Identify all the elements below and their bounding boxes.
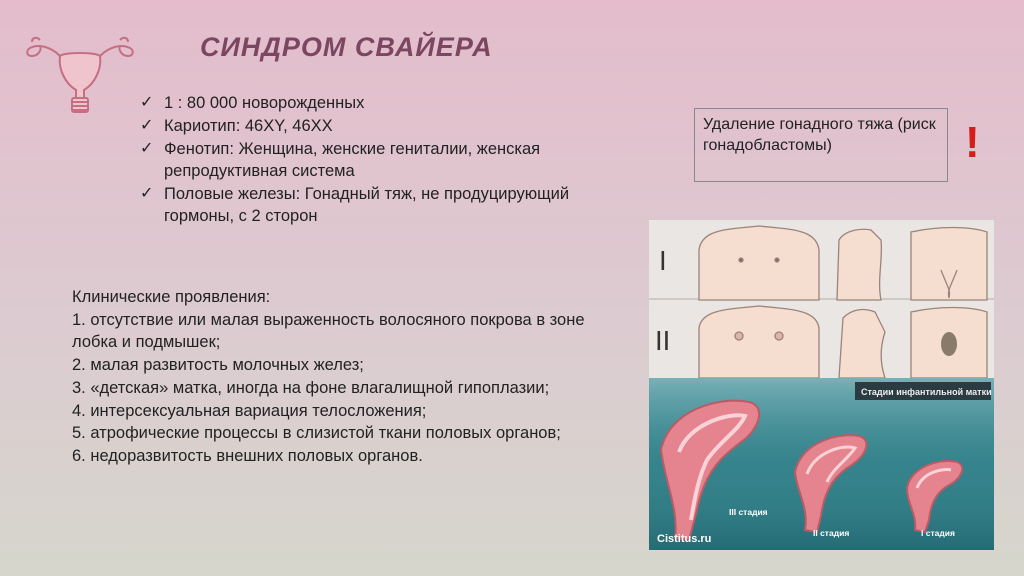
bullet-text: Половые железы: Гонадный тяж, не продуцирующий гормоны, с 2 сторон [164,185,570,225]
checkmark-icon: ✓ [140,140,154,157]
bullet-text: Фенотип: Женщина, женские гениталии, женская репродуктивная система [164,140,541,180]
bullet-item [140,183,580,227]
stage-2-label: II стадия [813,528,850,538]
stage-3-label: III стадия [729,507,768,517]
uterus-icon [20,26,140,122]
illustration-svg [649,220,994,550]
clinical-item: 2. малая развитость молочных желез; [72,356,364,375]
checkmark-icon: ✓ [140,185,154,202]
pubic-hair-mark [941,332,957,356]
bullet-text: Кариотип: 46XY, 46XX [164,117,333,135]
torso-side-figure [839,310,885,378]
clinical-section [72,286,592,468]
clinical-item: 4. интерсексуальная вариация телосложения; [72,401,427,420]
watermark: Cistitus.ru [657,533,712,545]
nipple-mark [735,332,743,340]
slide-title: СИНДРОМ СВАЙЕРА [200,32,493,62]
torso-front-figure [699,226,819,300]
bullet-item [140,92,580,114]
bullet-item [140,138,580,182]
bullet-text: 1 : 80 000 новорожденных [164,94,365,112]
gonad-removal-note: Удаление гонадного тяжа (риск гонадобластомы) [694,108,948,182]
clinical-heading: Клинические проявления: [72,288,271,306]
checkmark-icon: ✓ [140,117,154,134]
checkmark-icon: ✓ [140,94,154,111]
illustration-panel [649,220,994,550]
clinical-item: 1. отсутствие или малая выраженность волосяного покрова в зоне лобка и подмышек; [72,310,585,352]
nipple-mark [739,258,743,262]
panel-title: Стадии инфантильной матки [861,387,992,397]
row-label-2: II [655,327,671,357]
clinical-item: 3. «детская» матка, иногда на фоне влагалищной гипоплазии; [72,378,550,397]
torso-front-figure [699,306,819,378]
bullet-list [140,92,580,228]
nipple-mark [775,258,779,262]
clinical-item: 5. атрофические процессы в слизистой ткани половых органов; [72,424,561,443]
nipple-mark [775,332,783,340]
row-label-1: I [659,247,667,277]
stage-1-label: I стадия [921,528,955,538]
exclamation-mark: ! [965,118,980,167]
torso-side-figure [837,229,881,300]
clinical-item: 6. недоразвитость внешних половых органов. [72,446,423,465]
bullet-item [140,115,580,137]
stage-1-figures [699,226,987,300]
